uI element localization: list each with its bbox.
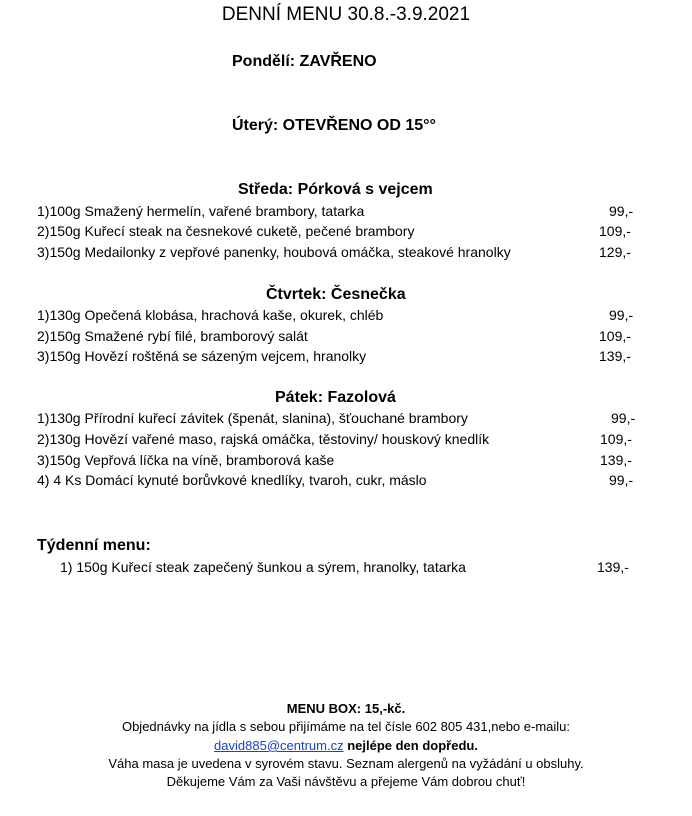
- email-note: nejlépe den dopředu.: [343, 738, 478, 753]
- menu-item-price: 139,-: [600, 452, 632, 468]
- friday-heading: Pátek: Fazolová: [275, 389, 396, 406]
- menu-item: 3)150g Hovězí roštěná se sázeným vejcem, hranolky: [37, 348, 367, 364]
- menu-item-price: 139,-: [599, 348, 631, 364]
- menu-title: DENNÍ MENU 30.8.-3.9.2021: [221, 4, 471, 25]
- menu-box-price: MENU BOX: 15,-kč.: [286, 701, 406, 716]
- menu-item: 1)130g Opečená klobása, hrachová kaše, okurek, chléb: [37, 307, 384, 323]
- menu-item: 3)150g Medailonky z vepřové panenky, houbová omáčka, steakové hranolky: [37, 244, 511, 260]
- monday-heading: Pondělí: ZAVŘENO: [232, 53, 377, 70]
- allergen-info: Váha masa je uvedena v syrovém stavu. Seznam alergenů na vyžádání u obsluhy.: [108, 756, 584, 771]
- menu-item-price: 109,-: [599, 328, 631, 344]
- menu-item: 1)130g Přírodní kuřecí závitek (špenát, slanina), šťouchané brambory: [37, 410, 468, 426]
- menu-item-price: 99,-: [609, 203, 634, 219]
- order-info: Objednávky na jídla s sebou přijímáme na tel čísle 602 805 431,nebo e-mailu:: [121, 719, 571, 734]
- tuesday-heading: Úterý: OTEVŘENO OD 15°°: [232, 117, 436, 134]
- menu-item-price: 129,-: [599, 244, 631, 260]
- menu-item-price: 99,-: [609, 472, 634, 488]
- menu-item-price: 139,-: [597, 559, 629, 575]
- menu-item-price: 109,-: [600, 431, 632, 447]
- menu-item: 1) 150g Kuřecí steak zapečený šunkou a sýrem, hranolky, tatarka: [60, 559, 466, 575]
- wednesday-heading: Středa: Pórková s vejcem: [238, 181, 433, 198]
- menu-item-price: 109,-: [599, 223, 631, 239]
- menu-item: 4) 4 Ks Domácí kynuté borůvkové knedlíky, tvaroh, cukr, máslo: [37, 472, 427, 488]
- email-line: [0, 738, 692, 753]
- menu-item: 3)150g Vepřová líčka na víně, bramborová kaše: [37, 452, 335, 468]
- menu-item: 1)100g Smažený hermelín, vařené brambory, tatarka: [37, 203, 365, 219]
- thank-you-note: Děkujeme Vám za Vaši návštěvu a přejeme Vám dobrou chuť!: [166, 774, 526, 789]
- thursday-heading: Čtvrtek: Česnečka: [266, 286, 406, 303]
- email-link[interactable]: david885@centrum.cz: [214, 738, 344, 753]
- menu-item-price: 99,-: [611, 410, 636, 426]
- menu-item: 2)150g Kuřecí steak na česnekové cuketě, pečené brambory: [37, 223, 415, 239]
- menu-item: 2)130g Hovězí vařené maso, rajská omáčka, těstoviny/ houskový knedlík: [37, 431, 490, 447]
- menu-item-price: 99,-: [609, 307, 634, 323]
- weekly-heading: Týdenní menu:: [37, 537, 151, 554]
- menu-item: 2)150g Smažené rybí filé, bramborový salát: [37, 328, 308, 344]
